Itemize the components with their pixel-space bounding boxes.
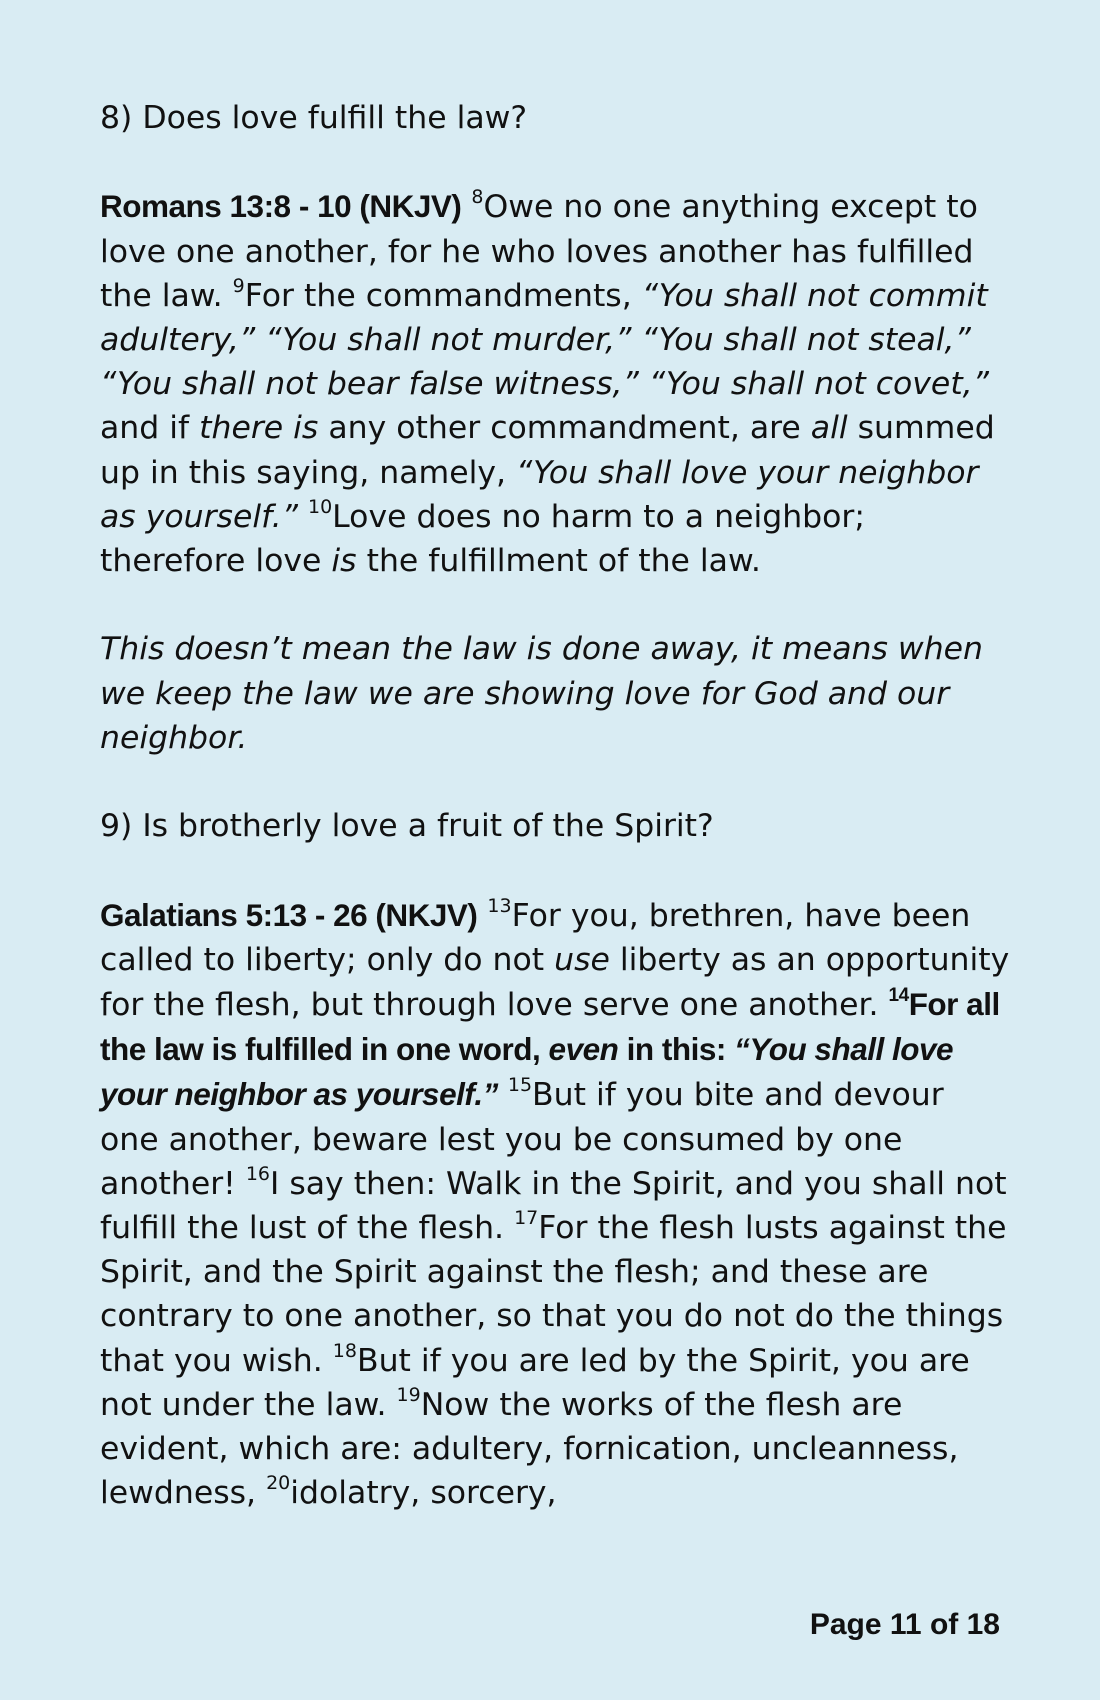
verse-text: Owe no one anything except to love one another, for he who loves another has fulfilled the law.: [100, 189, 978, 314]
verse-number: 15: [507, 1074, 533, 1097]
verse-quote-bold: “You shall love your neighbor as yourself.”: [100, 1031, 954, 1113]
verse-number: 10: [307, 495, 333, 518]
scripture-reference: Galatians 5:13 - 26 (NKJV): [100, 896, 478, 933]
page-of-label: of: [921, 1608, 967, 1641]
verse-text: Love does no harm to a neighbor; therefore love: [100, 498, 865, 580]
verse-text: liberty as an opportunity for the flesh, but through love serve one another.: [100, 941, 1010, 1023]
verse-text-bold: in this:: [618, 1031, 735, 1068]
verse-italic: there is: [199, 410, 319, 447]
question-8: 8) Does love fulfill the law?: [100, 100, 528, 136]
verse-text: For you, brethren, have been called to liberty; only do not: [100, 897, 971, 978]
verse-text: summed up in this saying, namely,: [100, 410, 995, 491]
verse-quote: “You shall love your neighbor as yourself.”: [100, 454, 979, 535]
verse-number: 18: [332, 1339, 357, 1362]
commentary: [100, 627, 1010, 760]
verse-quote: “You shall not commit adultery,” “You shall not murder,” “You shall not steal,” “You shall not bear false witness,” “You shall not covet,”: [100, 277, 989, 403]
verse-italic-bold: even: [548, 1031, 619, 1068]
verse-number: 14: [888, 984, 909, 1006]
current-page: 11: [889, 1608, 922, 1641]
verse-number: 8: [471, 186, 484, 209]
verse-italic: use: [554, 941, 610, 978]
commentary-text: This doesn’t mean the law is done away, it means when we keep the law we are showing love for God and our neighbor.: [100, 631, 983, 756]
verse-number: 17: [514, 1206, 539, 1229]
page-label: Page: [809, 1608, 890, 1641]
verse-number: 19: [396, 1383, 421, 1406]
total-pages: 18: [966, 1608, 1000, 1641]
romans-passage: [100, 184, 1010, 583]
verse-number: 16: [245, 1162, 271, 1185]
page-content: [100, 96, 1010, 1515]
verse-number: 20: [266, 1471, 291, 1494]
verse-text: I say then: Walk in the Spirit, and you shall not fulfill the lust of the flesh.: [100, 1165, 1007, 1247]
verse-text: the fulfillment of the law.: [356, 543, 761, 580]
verse-text: any other commandment, are: [318, 410, 811, 447]
verse-text: For the commandments,: [244, 277, 642, 314]
verse-italic: all: [810, 410, 848, 447]
verse-text-bold: For all the law is fulfilled in one word,: [100, 986, 1000, 1068]
verse-text: But if you are led by the Spirit, you are not under the law.: [100, 1342, 970, 1423]
galatians-passage: [100, 893, 1010, 1516]
verse-number: 13: [487, 894, 512, 917]
verse-italic: is: [331, 543, 357, 580]
verse-text: For the flesh lusts against the Spirit, and the Spirit against the flesh; and these are contrary to one another, so that you do not do the things that you wish.: [100, 1210, 1007, 1379]
verse-text: Now the works of the flesh are evident, which are: adultery, fornication, uncleanness, lewdness,: [100, 1386, 959, 1512]
verse-text: But if you bite and devour one another, beware lest you be consumed by one another!: [100, 1077, 944, 1202]
page-number: [810, 1608, 1000, 1642]
verse-text: idolatry, sorcery,: [290, 1475, 557, 1512]
verse-number: 9: [232, 274, 245, 297]
scripture-reference: Romans 13:8 - 10 (NKJV): [100, 188, 462, 225]
verse-text: and if: [100, 410, 200, 447]
question-9: 9) Is brotherly love a fruit of the Spirit?: [100, 808, 714, 845]
